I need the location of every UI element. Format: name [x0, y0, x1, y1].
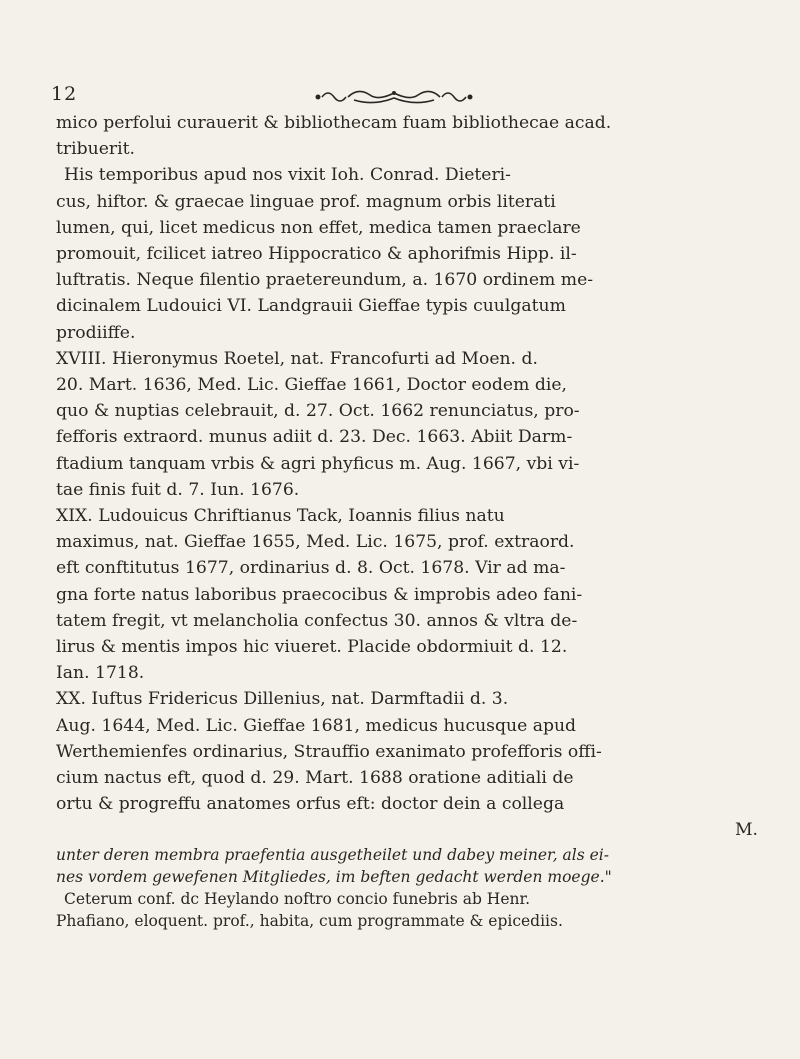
- text-line: tae finis fuit d. 7. Iun. 1676.: [56, 479, 300, 500]
- text-line: 20. Mart. 1636, Med. Lic. Gieffae 1661, Doctor eodem die,: [56, 375, 567, 396]
- text-line: promouit, fcilicet iatreo Hippocratico & aphorifmis Hipp. il-: [56, 244, 577, 265]
- text-line: gna forte natus laboribus praecocibus & improbis adeo fani-: [56, 584, 583, 605]
- text-line: cium nactus eft, quod d. 29. Mart. 1688 oratione aditiali de: [56, 768, 574, 789]
- text-line: Werthemienfes ordinarius, Strauffio exanimato profefforis offi-: [56, 741, 602, 762]
- text-line: Ian. 1718.: [56, 663, 145, 684]
- text-line: eft conftitutus 1677, ordinarius d. 8. Oct. 1678. Vir ad ma-: [56, 558, 566, 579]
- text-line: lirus & mentis impos hic viueret. Placide obdormiuit d. 12.: [56, 637, 568, 658]
- entry-heading-line: XIX. Ludouicus Chriftianus Tack, Ioannis filius natu: [56, 506, 505, 527]
- catchword: M.: [734, 820, 758, 841]
- footnote-line: Ceterum conf. dc Heylando noftro concio funebris ab Henr.: [64, 889, 531, 908]
- footnote-line: Phafiano, eloquent. prof., habita, cum programmate & epicediis.: [56, 911, 563, 930]
- text-line: tatem fregit, vt melancholia confectus 30. annos & vltra de-: [56, 610, 578, 631]
- footnote-line: unter deren membra praefentia ausgetheilet und dabey meiner, als ei-: [56, 845, 609, 864]
- text-line: prodiiffe.: [56, 322, 136, 343]
- text-line: ftadium tanquam vrbis & agri phyficus m. Aug. 1667, vbi vi-: [56, 453, 580, 474]
- text-line: maximus, nat. Gieffae 1655, Med. Lic. 1675, prof. extraord.: [56, 532, 575, 553]
- text-line: His temporibus apud nos vixit Ioh. Conrad. Dieteri-: [64, 165, 511, 186]
- text-line: lumen, qui, licet medicus non effet, medica tamen praeclare: [56, 217, 581, 238]
- text-line: Aug. 1644, Med. Lic. Gieffae 1681, medicus hucusque apud: [56, 715, 577, 736]
- footnote-line: nes vordem gewefenen Mitgliedes, im beften gedacht werden moege.": [56, 867, 612, 886]
- text-line: luftratis. Neque filentio praetereundum, a. 1670 ordinem me-: [56, 270, 594, 291]
- text-line: quo & nuptias celebrauit, d. 27. Oct. 1662 renunciatus, pro-: [56, 401, 580, 422]
- text-line: fefforis extraord. munus adiit d. 23. Dec. 1663. Abiit Darm-: [56, 427, 573, 448]
- text-line: dicinalem Ludouici VI. Landgrauii Gieffae typis cuulgatum: [56, 296, 566, 317]
- page-number: 12: [51, 83, 78, 105]
- entry-heading-line: XVIII. Hieronymus Roetel, nat. Francofurti ad Moen. d.: [56, 348, 538, 369]
- entry-heading-line: XX. Iuftus Fridericus Dillenius, nat. Darmftadii d. 3.: [56, 689, 509, 710]
- text-line: ortu & progreffu anatomes orfus eft: doctor dein a collega: [56, 794, 565, 815]
- text-line: cus, hiftor. & graecae linguae prof. magnum orbis literati: [56, 191, 556, 212]
- text-line: mico perfolui curauerit & bibliothecam fuam bibliothecae acad.: [56, 113, 612, 133]
- decorative-ornament-icon: [314, 84, 474, 110]
- body-text: [56, 110, 758, 932]
- text-line: tribuerit.: [56, 139, 135, 160]
